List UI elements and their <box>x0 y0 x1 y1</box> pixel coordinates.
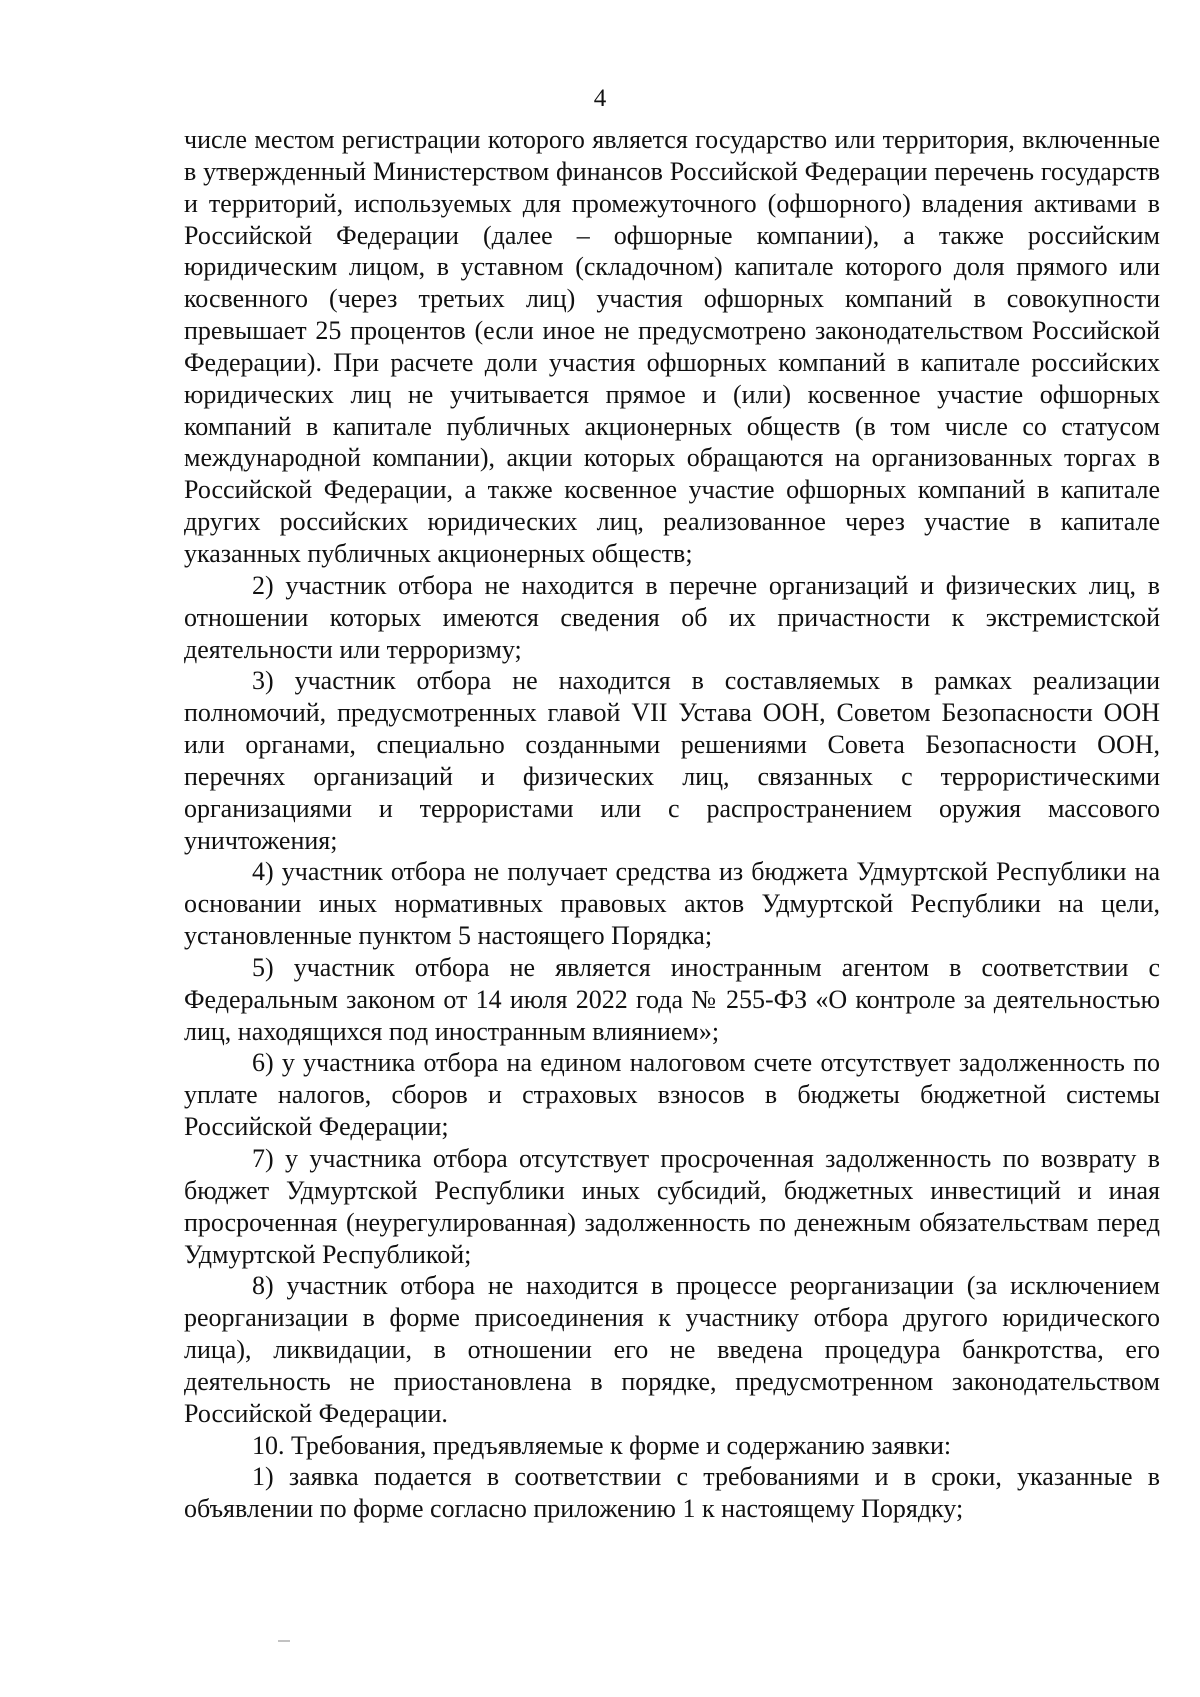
paragraph-item-3: 3) участник отбора не находится в составляемых в рамках реализации полномочий, предусмотренных главой VII Устава ООН, Советом Безопасности ООН или органами, специально созданными решениями Совета Безопасности ООН, перечнях организаций и физических лиц, связанных с террористическими организациями и террористами или с распространением оружия массового уничтожения; <box>184 666 1160 855</box>
paragraph-item-6: 6) у участника отбора на едином налоговом счете отсутствует задолженность по уплате налогов, сборов и страховых взносов в бюджеты бюджетной системы Российской Федерации; <box>184 1048 1160 1142</box>
scan-artifact-mark <box>278 1640 290 1642</box>
paragraph-item-5: 5) участник отбора не является иностранным агентом в соответствии с Федеральным законом от 14 июля 2022 года № 255-ФЗ «О контроле за деятельностью лиц, находящихся под иностранным влиянием»; <box>184 952 1160 1046</box>
document-body <box>184 124 1160 1525</box>
paragraph-continuation: числе местом регистрации которого является государство или территория, включенные в утвержденный Министерством финансов Российской Федерации перечень государств и территорий, используемых для промежуточного (офшорного) владения активами в Российской Федерации (далее – офшорные компании), а также российским юридическим лицом, в уставном (складочном) капитале которого доля прямого или косвенного (через третьих лиц) участия офшорных компаний в совокупности превышает 25 процентов (если иное не предусмотрено законодательством Российской Федерации). При расчете доли участия офшорных компаний в капитале российских юридических лиц не учитывается прямое и (или) косвенное участие офшорных компаний в капитале публичных акционерных обществ (в том числе со статусом международной компании), акции которых обращаются на организованных торгах в Российской Федерации, а также косвенное участие офшорных компаний в капитале других российских юридических лиц, реализованное через участие в капитале указанных публичных акционерных обществ; <box>184 125 1160 568</box>
paragraph-item-2: 2) участник отбора не находится в перечне организаций и физических лиц, в отношении которых имеются сведения об их причастности к экстремистской деятельности или терроризму; <box>184 570 1160 664</box>
paragraph-item-8: 8) участник отбора не находится в процессе реорганизации (за исключением реорганизации в форме присоединения к участнику отбора другого юридического лица), ликвидации, в отношении его не введена процедура банкротства, его деятельность не приостановлена в порядке, предусмотренном законодательством Российской Федерации. <box>184 1271 1160 1428</box>
paragraph-section-10-item-1: 1) заявка подается в соответствии с требованиями и в сроки, указанные в объявлении по форме согласно приложению 1 к настоящему Порядку; <box>184 1462 1160 1524</box>
paragraph-item-4: 4) участник отбора не получает средства из бюджета Удмуртской Республики на основании иных нормативных правовых актов Удмуртской Республики на цели, установленные пунктом 5 настоящего Порядка; <box>184 857 1160 951</box>
paragraph-item-7: 7) у участника отбора отсутствует просроченная задолженность по возврату в бюджет Удмуртской Республики иных субсидий, бюджетных инвестиций и иная просроченная (неурегулированная) задолженность по денежным обязательствам перед Удмуртской Республикой; <box>184 1144 1160 1269</box>
paragraph-section-10-heading: 10. Требования, предъявляемые к форме и содержанию заявки: <box>252 1430 952 1460</box>
page-number: 4 <box>593 85 607 112</box>
